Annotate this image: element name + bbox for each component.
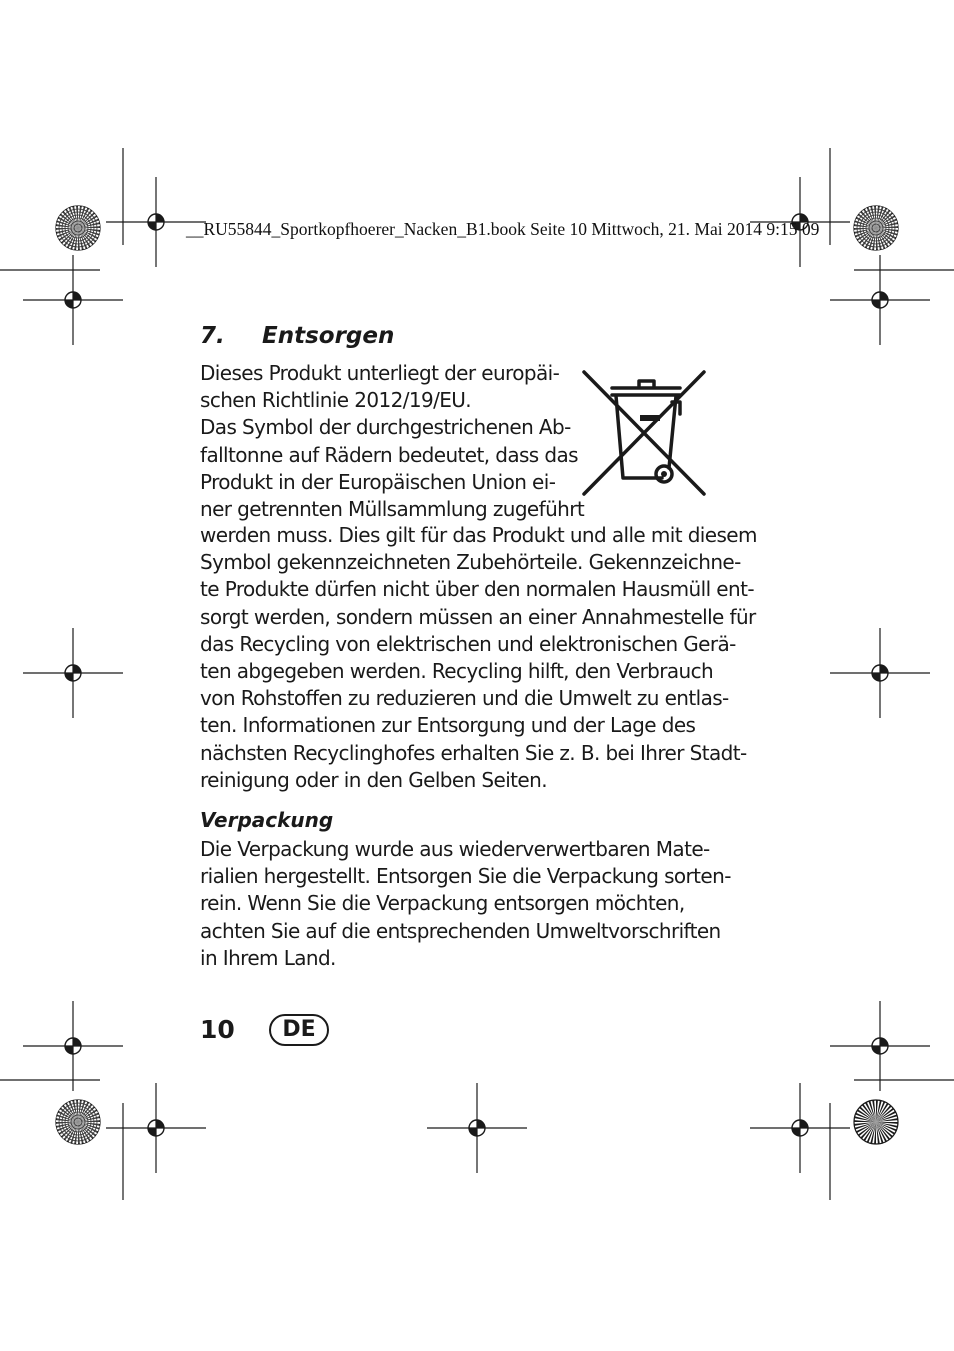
text-line: rein. Wenn Sie die Verpackung entsorgen möchten, <box>200 891 685 916</box>
text-line: Symbol gekennzeichneten Zubehörteile. Gekennzeichne- <box>200 550 741 575</box>
registration-mark-icon <box>750 1083 850 1173</box>
print-header: __RU55844_Sportkopfhoerer_Nacken_B1.book Seite 10 Mittwoch, 21. Mai 2014 9:15 09 <box>186 219 820 239</box>
text-line: in Ihrem Land. <box>200 945 336 970</box>
text-line: Die Verpackung wurde aus wiederverwertbaren Mate- <box>200 837 710 861</box>
registration-mark-icon <box>23 628 123 718</box>
text-line: ner getrennten Müllsammlung zugeführt <box>200 497 585 522</box>
registration-mark-icon <box>427 1083 527 1173</box>
text-line: ten. Informationen zur Entsorgung und der Lage des <box>200 713 696 738</box>
text-line: reinigung oder in den Gelben Seiten. <box>200 767 547 792</box>
text-line: Produkt in der Europäischen Union ei- <box>200 469 556 494</box>
radial-target-icon <box>56 1100 100 1144</box>
section-heading <box>200 323 394 349</box>
text-line: sorgt werden, sondern müssen an einer Annahmestelle für <box>200 604 756 629</box>
text-line: Das Symbol der durchgestrichenen Ab- <box>200 415 571 440</box>
text-line: nächsten Recyclinghofes erhalten Sie z. B. bei Ihrer Stadt- <box>200 740 747 765</box>
text-line: te Produkte dürfen nicht über den normalen Hausmüll ent- <box>200 577 754 602</box>
radial-target-icon <box>854 1100 898 1144</box>
text-line: werden muss. Dies gilt für das Produkt und alle mit diesem <box>200 523 757 547</box>
crossed-out-wheelie-bin-icon <box>576 366 712 502</box>
intro-paragraph <box>200 360 585 523</box>
language-badge: DE <box>269 1014 329 1046</box>
section-number: 7. <box>200 323 225 349</box>
text-line: das Recycling von elektrischen und elektronischen Gerä- <box>200 631 736 656</box>
registration-mark-icon <box>23 255 123 345</box>
registration-mark-icon <box>830 255 930 345</box>
registration-mark-icon <box>23 1001 123 1091</box>
text-line: Dieses Produkt unterliegt der europäi- <box>200 361 560 385</box>
packaging-paragraph <box>200 836 740 972</box>
text-line: ten abgegeben werden. Recycling hilft, den Verbrauch <box>200 659 714 684</box>
subsection-title: Verpackung <box>200 808 334 832</box>
text-line: achten Sie auf die entsprechenden Umweltvorschriften <box>200 918 721 943</box>
disposal-paragraph <box>200 522 757 794</box>
text-line: schen Richtlinie 2012/19/EU. <box>200 388 472 413</box>
radial-target-icon <box>56 206 100 250</box>
page-number: 10 <box>200 1015 235 1044</box>
registration-mark-icon <box>830 1001 930 1091</box>
text-line: von Rohstoffen zu reduzieren und die Umwelt zu entlas- <box>200 686 729 711</box>
text-line: falltonne auf Rädern bedeutet, dass das <box>200 442 578 467</box>
section-title: Entsorgen <box>262 323 395 349</box>
text-line: rialien hergestellt. Entsorgen Sie die Verpackung sorten- <box>200 864 731 889</box>
registration-mark-icon <box>830 628 930 718</box>
registration-mark-icon <box>106 1083 206 1173</box>
